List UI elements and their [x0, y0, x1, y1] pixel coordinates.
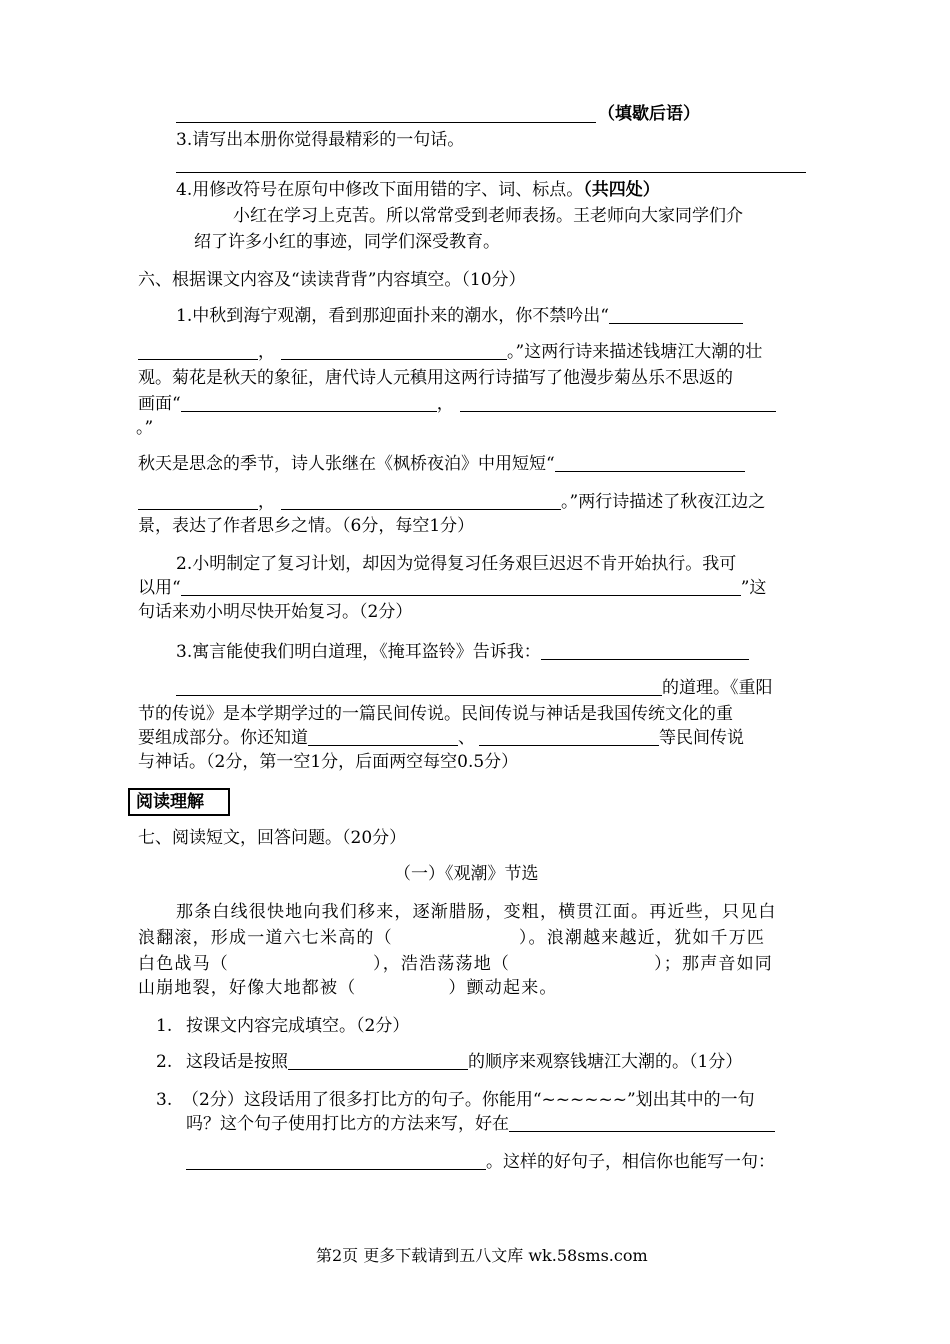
q5-item-4: 4.用修改符号在原句中修改下面用错的字、词、标点。（共四处）	[176, 180, 660, 200]
page-footer: 第2页 更多下载请到五八文库 wk.58sms.com	[316, 1246, 648, 1265]
q7-item-3-num: 3.	[156, 1090, 173, 1110]
answer-line-xiehouyu[interactable]	[176, 122, 596, 123]
q6-1-line8: 景，表达了作者思乡之情。（6分，每空1分）	[138, 516, 475, 536]
q5-item-4-text-line1: 小红在学习上克苦。所以常常受到老师表扬。王老师向大家同学们介	[233, 206, 743, 226]
blank-6-1-d[interactable]	[181, 393, 437, 412]
blank-6-1-c[interactable]	[281, 341, 507, 360]
section-reading-comprehension: 阅读理解	[128, 788, 230, 816]
q6-2-line2: 以用“ ”这	[138, 578, 767, 598]
blank-6-2[interactable]	[181, 577, 741, 596]
blank-6-3-a[interactable]	[541, 641, 749, 660]
q7-item-3-line2: 吗？这个句子使用打比方的方法来写，好在	[186, 1112, 775, 1136]
q6-1-line6: 秋天是思念的季节，诗人张继在《枫桥夜泊》中用短短“	[138, 452, 745, 476]
q6-3-line2: 的道理。《重阳	[176, 676, 773, 700]
fill-xiehouyu-note: （填歇后语）	[598, 104, 700, 124]
q7-passage-subtitle: （一）《观潮》节选	[394, 864, 539, 884]
q6-3-line4: 要组成部分。你还知道 、 等民间传说	[138, 728, 744, 748]
q6-title: 六、根据课文内容及“读读背背”内容填空。（10分）	[138, 270, 526, 290]
q5-item-4-text-line2: 绍了许多小红的事迹，同学们深受教育。	[194, 232, 500, 252]
blank-7-2[interactable]	[288, 1051, 468, 1070]
blank-7-3-b[interactable]	[186, 1151, 486, 1170]
q6-3-line3: 节的传说》是本学期学过的一篇民间传说。民间传说与神话是我国传统文化的重	[138, 704, 733, 724]
q6-3-line1: 3.寓言能使我们明白道理，《掩耳盗铃》告诉我：	[176, 640, 749, 664]
q7-item-3-line1: （2分）这段话用了很多打比方的句子。你能用“~~~~~~”划出其中的一句	[182, 1090, 755, 1110]
q5-item-4-note: （共四处）	[583, 180, 660, 200]
blank-6-3-c[interactable]	[308, 727, 458, 746]
q6-1-line1: 1.中秋到海宁观潮，看到那迎面扑来的潮水，你不禁吟出“	[176, 304, 743, 328]
q6-1-line5: 。”	[136, 418, 154, 438]
blank-6-1-a[interactable]	[609, 305, 743, 324]
blank-6-3-b[interactable]	[176, 677, 662, 696]
q6-1-line7: ， 。”两行诗描述了秋夜江边之	[138, 490, 765, 514]
blank-6-1-h[interactable]	[281, 491, 561, 510]
q6-1-line4: 画面“ ，	[138, 392, 776, 416]
passage-line4: 山崩地裂，好像大地都被（ ）颤动起来。	[138, 978, 558, 998]
blank-6-1-g[interactable]	[138, 491, 258, 510]
passage-line2: 浪翻滚，形成一道六七米高的（ ）。浪潮越来越近，犹如千万匹	[138, 928, 766, 948]
blank-6-1-b[interactable]	[138, 341, 258, 360]
blank-7-3-a[interactable]	[509, 1113, 775, 1132]
q6-1-line2: ， 。”这两行诗来描述钱塘江大潮的壮	[138, 340, 762, 364]
q7-title: 七、阅读短文，回答问题。（20分）	[138, 828, 407, 848]
q6-3-line5: 与神话。（2分，第一空1分，后面两空每空0.5分）	[138, 752, 519, 772]
blank-6-1-f[interactable]	[555, 453, 745, 472]
q7-item-2-num: 2.	[156, 1052, 173, 1072]
blank-6-3-d[interactable]	[479, 727, 659, 746]
q7-item-1: 按课文内容完成填空。（2分）	[186, 1016, 410, 1036]
passage-line3: 白色战马（ ），浩浩荡荡地（ ）；那声音如同	[138, 954, 774, 974]
blank-6-1-e[interactable]	[460, 393, 776, 412]
q5-item-3: 3.请写出本册你觉得最精彩的一句话。	[176, 130, 465, 150]
q6-2-line1: 2.小明制定了复习计划，却因为觉得复习任务艰巨迟迟不肯开始执行。我可	[176, 554, 737, 574]
q6-1-line3: 观。菊花是秋天的象征，唐代诗人元稹用这两行诗描写了他漫步菊丛乐不思返的	[138, 368, 733, 388]
q6-2-line3: 句话来劝小明尽快开始复习。（2分）	[138, 602, 413, 622]
passage-line1: 那条白线很快地向我们移来，逐渐腊肠，变粗，横贯江面。再近些，只见白	[176, 902, 777, 922]
q7-item-1-num: 1.	[156, 1016, 173, 1036]
answer-line-q5-3[interactable]	[176, 172, 806, 173]
q7-item-3-line3: 。这样的好句子，相信你也能写一句：	[186, 1150, 775, 1174]
q7-item-2: 这段话是按照 的顺序来观察钱塘江大潮的。（1分）	[186, 1052, 743, 1072]
